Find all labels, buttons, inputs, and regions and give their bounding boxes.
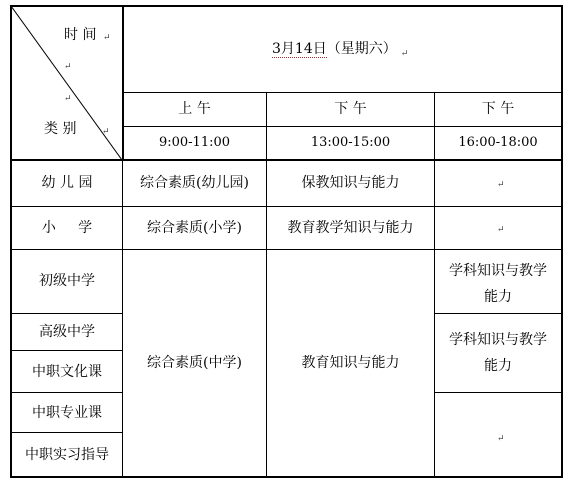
session-3-period: 下 午 bbox=[481, 101, 515, 117]
category-kindergarten: 幼 儿 园 bbox=[41, 175, 93, 191]
corner-time-label: 时 间 bbox=[64, 27, 97, 43]
subject-secondary-morning: 综合素质(中学) bbox=[147, 355, 242, 371]
subject-kindergarten-afternoon: 保教知识与能力 bbox=[301, 175, 400, 191]
session-3-time: 16:00-18:00 bbox=[458, 135, 538, 150]
paragraph-mark: ↵ bbox=[497, 434, 505, 444]
subject-secondary-afternoon: 教育知识与能力 bbox=[301, 355, 400, 371]
paragraph-mark: ↵ bbox=[497, 225, 505, 235]
corner-category-label: 类 别 bbox=[44, 121, 77, 137]
paragraph-mark: ↵ bbox=[103, 33, 111, 43]
paragraph-mark: ↵ bbox=[400, 49, 409, 59]
subject-subject-knowledge-1 bbox=[435, 258, 561, 310]
paragraph-mark: ↵ bbox=[497, 180, 505, 190]
exam-date bbox=[272, 40, 409, 59]
category-senior-middle: 高级中学 bbox=[39, 324, 95, 340]
session-1-period: 上 午 bbox=[178, 101, 211, 117]
category-junior-middle: 初级中学 bbox=[39, 273, 95, 289]
exam-date-weekday: （星期六） bbox=[326, 41, 397, 57]
subject-kindergarten-morning: 综合素质(幼儿园) bbox=[140, 175, 249, 191]
session-1-time: 9:00-11:00 bbox=[158, 135, 231, 150]
paragraph-mark: ↵ bbox=[64, 62, 72, 72]
category-vocational-culture: 中职文化课 bbox=[32, 364, 102, 380]
exam-date-day: 3月14日 bbox=[272, 41, 327, 57]
paragraph-mark: ↵ bbox=[102, 127, 110, 137]
subject-subject-knowledge-1-line1: 学科知识与教学 bbox=[449, 263, 547, 279]
subject-subject-knowledge-2-line1: 学科知识与教学 bbox=[449, 332, 547, 348]
subject-subject-knowledge-2 bbox=[435, 327, 561, 379]
category-vocational-professional: 中职专业课 bbox=[32, 405, 102, 421]
subject-subject-knowledge-2-line2: 能力 bbox=[484, 358, 512, 374]
subject-subject-knowledge-1-line2: 能力 bbox=[484, 289, 512, 305]
category-vocational-practice: 中职实习指导 bbox=[25, 447, 109, 463]
subject-primary-morning: 综合素质(小学) bbox=[147, 220, 242, 236]
subject-primary-afternoon: 教育教学知识与能力 bbox=[287, 220, 414, 236]
paragraph-mark: ↵ bbox=[64, 94, 72, 104]
session-2-period: 下 午 bbox=[334, 101, 367, 117]
category-primary: 小 学 bbox=[41, 220, 93, 236]
session-2-time: 13:00-15:00 bbox=[310, 135, 391, 150]
